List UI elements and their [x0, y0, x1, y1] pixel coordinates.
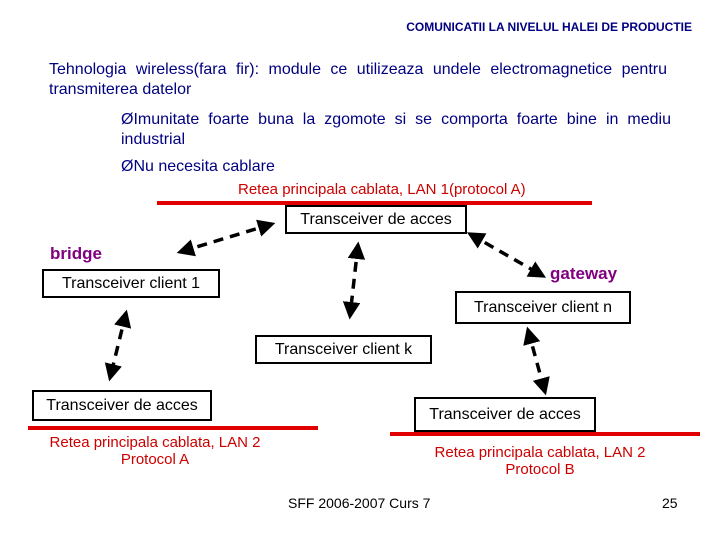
link-client1-to-ap-left: [110, 313, 126, 378]
bullet-immunity: ØImunitate foarte buna la zgomote si se comporta foarte bine in mediu industrial: [121, 111, 671, 148]
bullet-no-cabling: ØNu necesita cablare: [121, 158, 275, 175]
intro-text: Tehnologia wireless(fara fir): module ce utilizeaza undele electromagnetice pentru transmiterea datelor: [49, 61, 667, 98]
link-top-to-clientk: [350, 245, 358, 316]
slide-header: COMUNICATII LA NIVELUL HALEI DE PRODUCTIE: [406, 20, 692, 34]
access-transceiver-left: Transceiver de acces: [32, 390, 212, 421]
lan2-protocol-b-line1: Retea principala cablata, LAN 2: [434, 444, 646, 461]
client-transceiver-n: Transceiver client n: [455, 291, 631, 324]
footer-course: SFF 2006-2007 Curs 7: [288, 495, 431, 511]
client-transceiver-k: Transceiver client k: [255, 335, 432, 364]
page-number: 25: [662, 495, 678, 511]
link-clientn-to-ap-right: [528, 330, 545, 392]
link-top-to-clientn: [470, 234, 543, 276]
bridge-label: bridge: [50, 244, 102, 263]
access-transceiver-top: Transceiver de acces: [285, 205, 467, 234]
lan1-label: Retea principala cablata, LAN 1(protocol A): [238, 181, 526, 198]
link-top-to-client1: [180, 224, 272, 252]
gateway-label: gateway: [550, 264, 618, 283]
lan2-protocol-a-line1: Retea principala cablata, LAN 2: [49, 434, 261, 451]
lan2-protocol-b-line2: Protocol B: [505, 461, 575, 478]
client-transceiver-1: Transceiver client 1: [42, 269, 220, 298]
lan2-protocol-a-line2: Protocol A: [120, 451, 190, 468]
access-transceiver-right: Transceiver de acces: [414, 397, 596, 432]
